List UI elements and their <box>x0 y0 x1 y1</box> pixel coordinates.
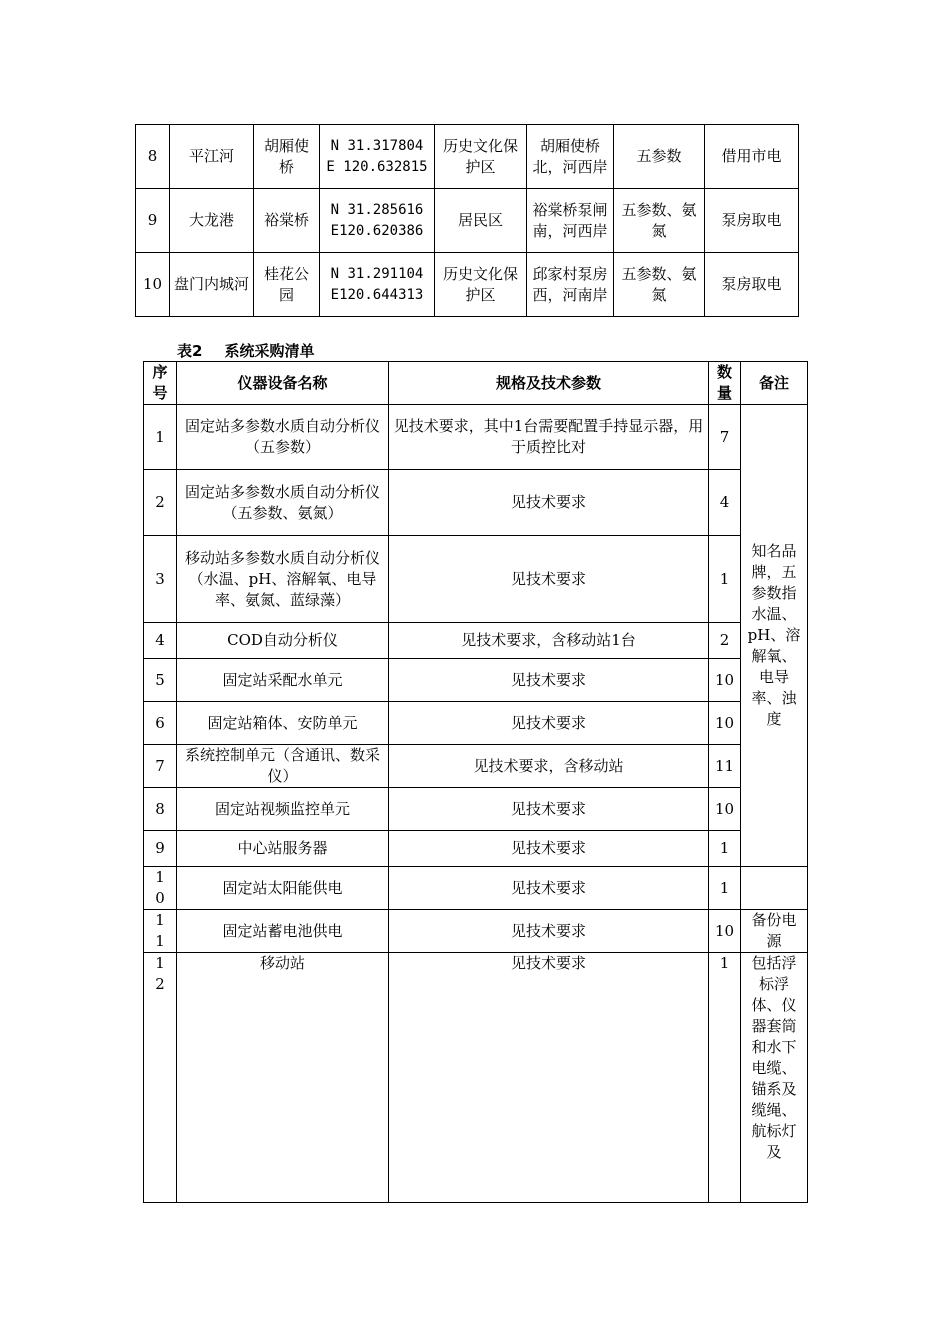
row-seq: 6 <box>144 702 177 745</box>
site-name: 胡厢使桥 <box>254 125 320 189</box>
river-name: 大龙港 <box>170 189 254 253</box>
row-seq: 5 <box>144 659 177 702</box>
item-qty: 11 <box>709 745 741 788</box>
item-name: 固定站箱体、安防单元 <box>177 702 389 745</box>
remark <box>741 867 808 910</box>
item-qty: 1 <box>709 867 741 910</box>
site-location: 胡厢使桥北，河西岸 <box>527 125 614 189</box>
table-row <box>136 253 799 317</box>
monitor-params: 五参数 <box>614 125 705 189</box>
monitor-params: 五参数、氨氮 <box>614 253 705 317</box>
power-source: 借用市电 <box>705 125 799 189</box>
item-spec: 见技术要求 <box>389 831 709 867</box>
col-header-note: 备注 <box>741 362 808 405</box>
table-caption <box>177 340 314 361</box>
row-seq: 12 <box>144 953 177 1203</box>
river-name: 盘门内城河 <box>170 253 254 317</box>
row-seq: 9 <box>144 831 177 867</box>
coordinates <box>320 125 435 189</box>
remark-group: 知名品牌，五参数指水温、pH、溶解氧、电导率、浊度 <box>741 405 808 867</box>
table-row <box>144 788 808 831</box>
row-seq: 1 <box>144 405 177 470</box>
header-row <box>144 362 808 405</box>
remark: 备份电源 <box>741 910 808 953</box>
item-spec: 见技术要求 <box>389 659 709 702</box>
coord-e: E120.644313 <box>330 286 424 303</box>
table-row <box>144 623 808 659</box>
row-seq: 4 <box>144 623 177 659</box>
table-row <box>144 745 808 788</box>
site-name: 桂花公园 <box>254 253 320 317</box>
table-row <box>144 470 808 536</box>
item-spec: 见技术要求 <box>389 470 709 536</box>
item-name: 固定站多参数水质自动分析仪（五参数、氨氮） <box>177 470 389 536</box>
coord-n: N 31.317804 <box>330 137 424 154</box>
item-qty: 10 <box>709 702 741 745</box>
zone-type: 历史文化保护区 <box>435 125 527 189</box>
item-name: COD自动分析仪 <box>177 623 389 659</box>
item-spec: 见技术要求 <box>389 867 709 910</box>
item-spec: 见技术要求 <box>389 953 709 1203</box>
power-source: 泵房取电 <box>705 189 799 253</box>
site-no: 8 <box>136 125 170 189</box>
caption-number: 表2 <box>177 342 203 360</box>
col-header-spec: 规格及技术参数 <box>389 362 709 405</box>
item-spec: 见技术要求 <box>389 536 709 623</box>
table-row <box>136 189 799 253</box>
table-row <box>144 831 808 867</box>
procurement-table <box>143 361 808 1203</box>
item-name: 中心站服务器 <box>177 831 389 867</box>
coord-e: E120.620386 <box>330 222 424 239</box>
item-qty: 1 <box>709 953 741 1203</box>
monitoring-sites-table <box>135 124 799 317</box>
table-row <box>144 867 808 910</box>
site-name: 裕棠桥 <box>254 189 320 253</box>
item-qty: 2 <box>709 623 741 659</box>
coord-n: N 31.285616 <box>330 201 424 218</box>
item-name: 固定站采配水单元 <box>177 659 389 702</box>
row-seq: 3 <box>144 536 177 623</box>
item-spec: 见技术要求，含移动站 <box>389 745 709 788</box>
item-spec: 见技术要求 <box>389 910 709 953</box>
table-row <box>144 702 808 745</box>
river-name: 平江河 <box>170 125 254 189</box>
power-source: 泵房取电 <box>705 253 799 317</box>
item-name: 固定站太阳能供电 <box>177 867 389 910</box>
site-location: 裕棠桥泵闸南，河西岸 <box>527 189 614 253</box>
table-row <box>144 659 808 702</box>
item-spec: 见技术要求 <box>389 788 709 831</box>
col-header-seq: 序号 <box>144 362 177 405</box>
table-row <box>136 125 799 189</box>
col-header-qty: 数量 <box>709 362 741 405</box>
row-seq: 10 <box>144 867 177 910</box>
row-seq: 11 <box>144 910 177 953</box>
item-name: 固定站蓄电池供电 <box>177 910 389 953</box>
item-qty: 10 <box>709 788 741 831</box>
item-qty: 1 <box>709 536 741 623</box>
item-qty: 10 <box>709 659 741 702</box>
table-row <box>144 536 808 623</box>
table-row <box>144 953 808 1203</box>
monitor-params: 五参数、氨氮 <box>614 189 705 253</box>
item-name: 移动站多参数水质自动分析仪（水温、pH、溶解氧、电导率、氨氮、蓝绿藻） <box>177 536 389 623</box>
item-spec: 见技术要求，其中1台需要配置手持显示器，用于质控比对 <box>389 405 709 470</box>
site-no: 9 <box>136 189 170 253</box>
item-name: 固定站视频监控单元 <box>177 788 389 831</box>
zone-type: 居民区 <box>435 189 527 253</box>
item-qty: 7 <box>709 405 741 470</box>
item-qty: 10 <box>709 910 741 953</box>
coordinates <box>320 253 435 317</box>
coord-e: E 120.632815 <box>326 158 428 175</box>
site-no: 10 <box>136 253 170 317</box>
zone-type: 历史文化保护区 <box>435 253 527 317</box>
item-qty: 1 <box>709 831 741 867</box>
item-name: 系统控制单元（含通讯、数采仪） <box>177 745 389 788</box>
coordinates <box>320 189 435 253</box>
item-spec: 见技术要求 <box>389 702 709 745</box>
item-name: 移动站 <box>177 953 389 1203</box>
remark: 包括浮标浮体、仪器套筒和水下电缆、锚系及缆绳、航标灯及 <box>741 953 808 1203</box>
row-seq: 8 <box>144 788 177 831</box>
caption-title: 系统采购清单 <box>224 342 315 360</box>
col-header-name: 仪器设备名称 <box>177 362 389 405</box>
table-row <box>144 405 808 470</box>
site-location: 邱家村泵房西，河南岸 <box>527 253 614 317</box>
row-seq: 2 <box>144 470 177 536</box>
item-spec: 见技术要求，含移动站1台 <box>389 623 709 659</box>
row-seq: 7 <box>144 745 177 788</box>
table-row <box>144 910 808 953</box>
coord-n: N 31.291104 <box>330 265 424 282</box>
item-qty: 4 <box>709 470 741 536</box>
item-name: 固定站多参数水质自动分析仪（五参数） <box>177 405 389 470</box>
